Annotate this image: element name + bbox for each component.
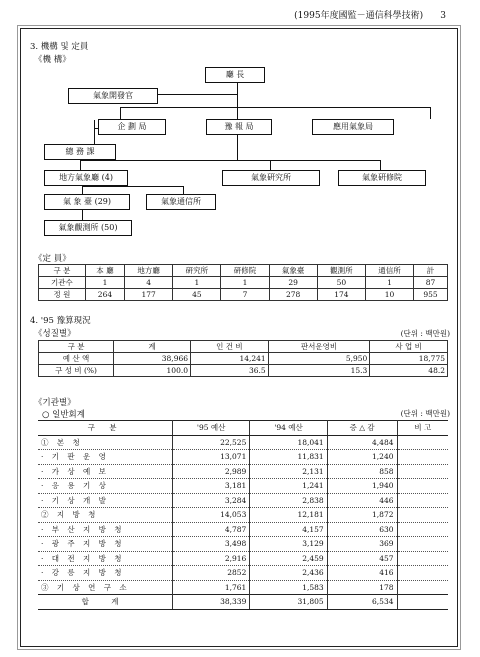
org-comm-office: 氣象通信所 [146,194,216,210]
page-number: 3 [440,11,446,21]
running-header [294,8,446,21]
table-row: · 기 판 운 영 13,071 11,831 1,240 [38,450,448,465]
table-row: · 대 전 지 방 청 2,916 2,459 457 [38,551,448,566]
nature-budget-table [38,340,448,377]
by-nature-heading: 《성질별》 [34,329,76,339]
table-row: · 가 상 예 보 2,989 2,131 858 [38,464,448,479]
org-division-general: 總 務 課 [44,144,116,160]
org-budget-table [38,420,448,610]
table-row: · 응 용 기 상 3,181 1,241 1,940 [38,479,448,494]
org-obs-stations: 氣象觀測所 (50) [44,220,132,236]
section4-heading: 4. '95 豫算現況 [30,316,91,326]
org-bureau-planning: 企 劃 局 [98,119,166,135]
table-row: 예 산 액 38,966 14,241 5,950 18,775 [39,353,448,365]
org-research-institute: 氣象硏究所 [222,170,320,186]
running-title: (1995年度國監－通信科學技術) [294,11,424,21]
table-row: ③ 기 상 연 구 소 1,761 1,583 178 [38,580,448,595]
unit-label-2: (단위 : 백만원) [400,409,450,418]
table-row: 구 분 '95 예산 '94 예산 증 △ 감 비 고 [38,421,448,436]
org-head: 廳 長 [205,67,265,83]
org-stations: 氣 象 臺 (29) [44,194,130,210]
by-org-heading: 《기관별》 [34,398,76,408]
table-row: · 강 릉 지 방 청 2852 2,436 416 [38,566,448,581]
general-account-label: ○ 일반회계 [42,410,85,420]
org-bureau-applied: 應用氣象局 [312,119,394,135]
table-row: · 광 주 지 방 청 3,498 3,129 369 [38,537,448,552]
table-row: ① 본 청 22,525 18,041 4,484 [38,435,448,450]
unit-label: (단위 : 백만원) [400,329,450,338]
table-row: · 부 산 지 방 청 4,787 4,157 630 [38,522,448,537]
section3-heading: 3. 機構 및 定員 [30,42,89,52]
org-regional-offices: 地方氣象廳 (4) [44,170,128,186]
org-advisor: 氣象開發官 [68,88,158,104]
table-row: ② 지 방 청 14,053 12,181 1,872 [38,508,448,523]
table-row: 기관수 1 4 1 1 29 50 1 87 [39,277,448,289]
table-row: 구 분 계 인 건 비 판서운영비 사 업 비 [39,341,448,353]
table-row: 구 분 本 廳 地方廳 硏究所 硏修院 氣象臺 觀測所 通信所 計 [39,265,448,277]
table-total-row: 합 계 38,339 31,805 6,534 [38,595,448,610]
table-row: 정 원 264 177 45 7 278 174 10 955 [39,289,448,301]
org-bureau-forecast: 豫 報 局 [206,119,272,135]
org-heading: 《機 構》 [34,55,71,65]
table-row: 구 성 비 (%) 100.0 36.5 15.3 48.2 [39,365,448,377]
staff-heading: 《定 員》 [34,254,71,264]
staff-table [38,264,448,301]
table-row: · 기 상 개 발 3,284 2,838 446 [38,493,448,508]
org-training-institute: 氣象硏修院 [338,170,426,186]
